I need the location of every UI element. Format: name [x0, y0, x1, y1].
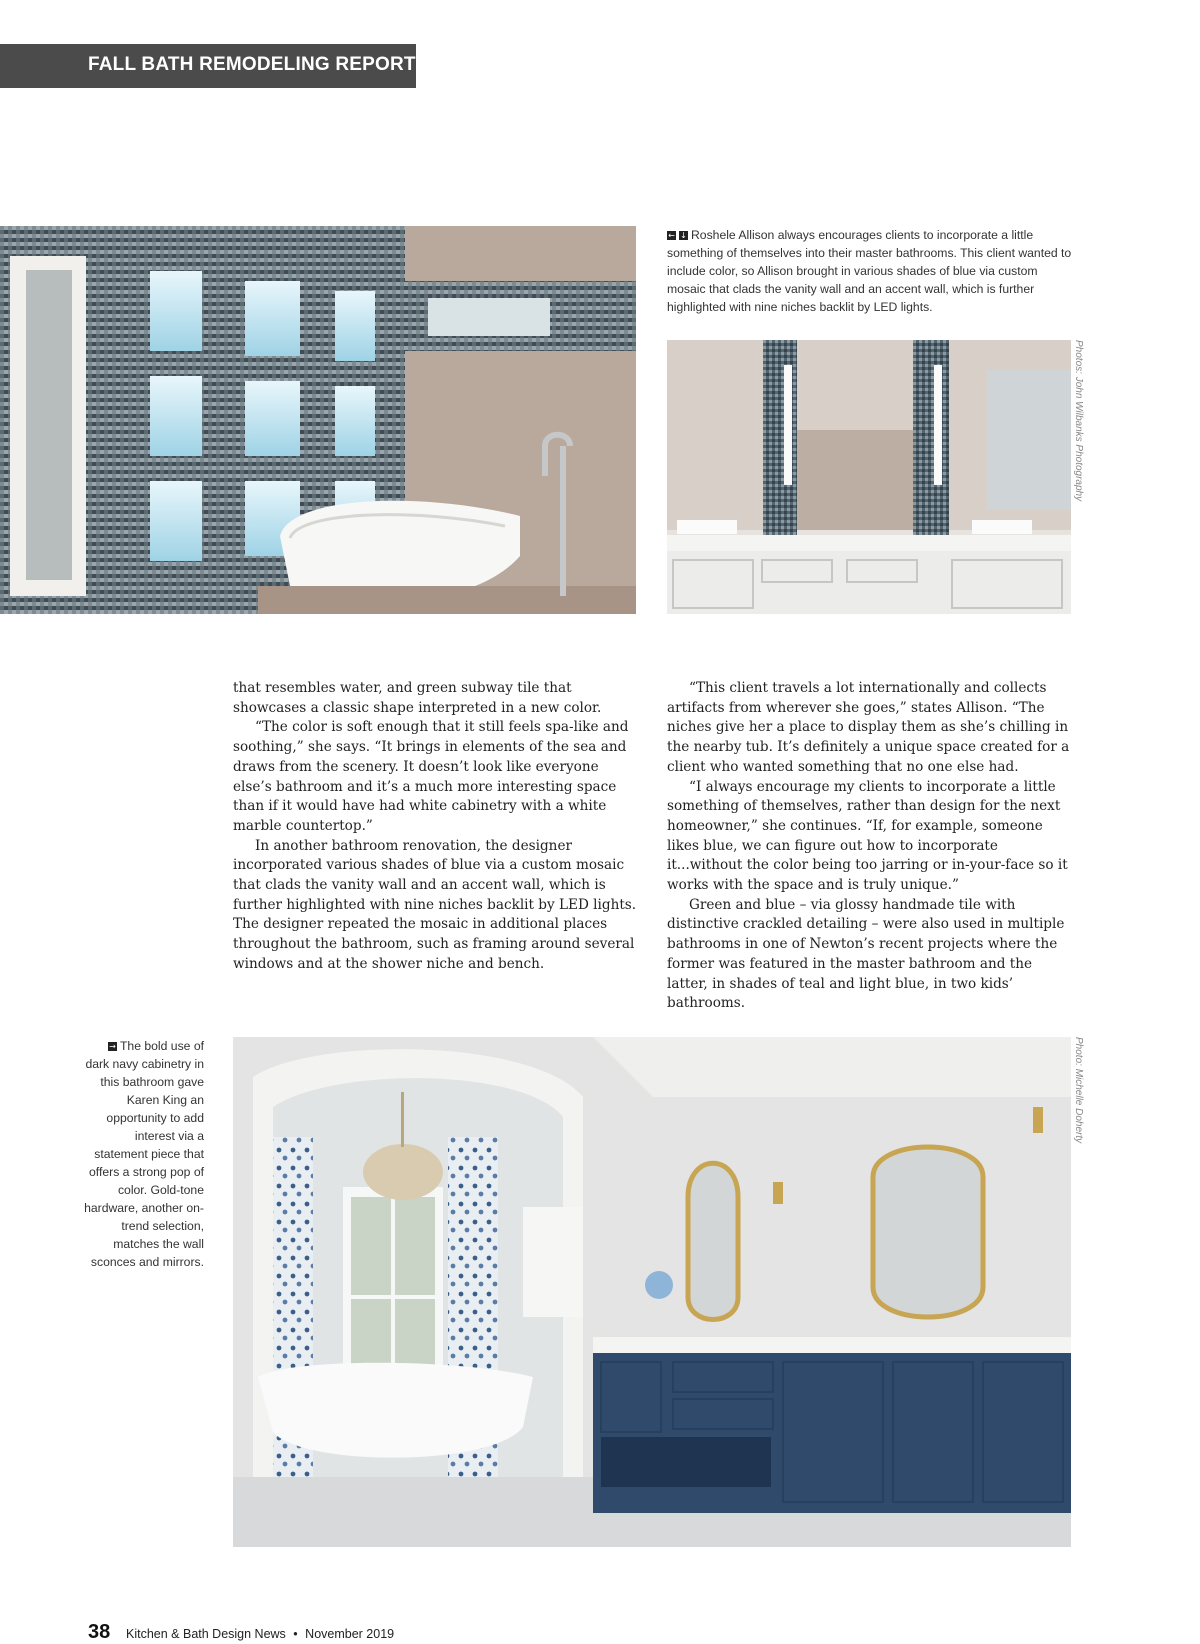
article-column-right — [667, 679, 1071, 1014]
paragraph: “I always encourage my clients to incorporate a little something of themselves, rather than design for the next homeowner,” she continues. “If, for example, someone likes blue, we can figure out how to incorporate it...without the color being too jarring or in-your-face so it works with the space and is truly unique.” — [667, 778, 1068, 894]
arrow-down-icon: ↓ — [680, 231, 687, 240]
arrow-right-icon: → — [109, 1042, 116, 1051]
photo-credit-bottom: Photo: Michelle Doherty — [1073, 1037, 1084, 1144]
issue-date: November 2019 — [305, 1627, 395, 1641]
folio-separator: • — [293, 1627, 298, 1641]
publication-name: Kitchen & Bath Design News — [126, 1627, 286, 1641]
photo-credit-top: Photos: John Wilbanks Photography — [1073, 340, 1084, 502]
page-number: 38 — [88, 1621, 111, 1643]
section-header-title: FALL BATH REMODELING REPORT — [88, 54, 416, 75]
article-column-left — [233, 679, 637, 975]
paragraph: “This client travels a lot internationally and collects artifacts from wherever she goes,” states Allison. “The niches give her a place to display them as she’s chilling in the nearby tub. It’s definitely a unique space created for a client who wanted something that no one else had. — [667, 680, 1070, 775]
arrow-left-icon: ← — [668, 231, 675, 240]
photo-caption-top — [667, 226, 1075, 316]
photo-vanity-mosaic-wall — [667, 340, 1071, 614]
photo-tub-mosaic-niches — [0, 226, 636, 614]
caption-top-text: Roshele Allison always encourages clients to incorporate a little something of themselves into their master bathrooms. This client wanted to include color, so Allison brought in various shades of blue via custom mosaic that clads the vanity wall and an accent wall, which is further highlighted with nine niches backlit by LED lights. — [667, 228, 1072, 314]
photo-navy-vanity-bathroom — [233, 1037, 1071, 1547]
paragraph: “The color is soft enough that it still feels spa-like and soothing,” she says. “It brings in elements of the sea and draws from the scenery. It doesn’t look like everyone else’s bathroom and it’s a much more interesting space than if it would have had white cabinetry with a white marble countertop.” — [233, 719, 629, 834]
paragraph: Green and blue – via glossy handmade tile with distinctive crackled detailing – were also used in multiple bathrooms in one of Newton’s recent projects where the former was featured in the master bathroom and the latter, in shades of teal and light blue, in two kids’ bathrooms. — [667, 896, 1065, 1012]
photo-caption-bottom — [84, 1037, 204, 1271]
caption-bottom-text: The bold use of dark navy cabinetry in this bathroom gave Karen King an opportunity to add interest via a statement piece that offers a strong pop of color. Gold-tone hardware, another on-trend selection, matches the wall sconces and mirrors. — [84, 1039, 204, 1269]
paragraph: that resembles water, and green subway tile that showcases a classic shape interpreted in a new color. — [233, 680, 602, 716]
paragraph: In another bathroom renovation, the designer incorporated various shades of blue via a custom mosaic that clads the vanity wall and an accent wall, which is further highlighted with nine niches backlit by LED lights. The designer repeated the mosaic in additional places throughout the bathroom, such as framing around several windows and at the shower niche and bench. — [233, 837, 637, 972]
